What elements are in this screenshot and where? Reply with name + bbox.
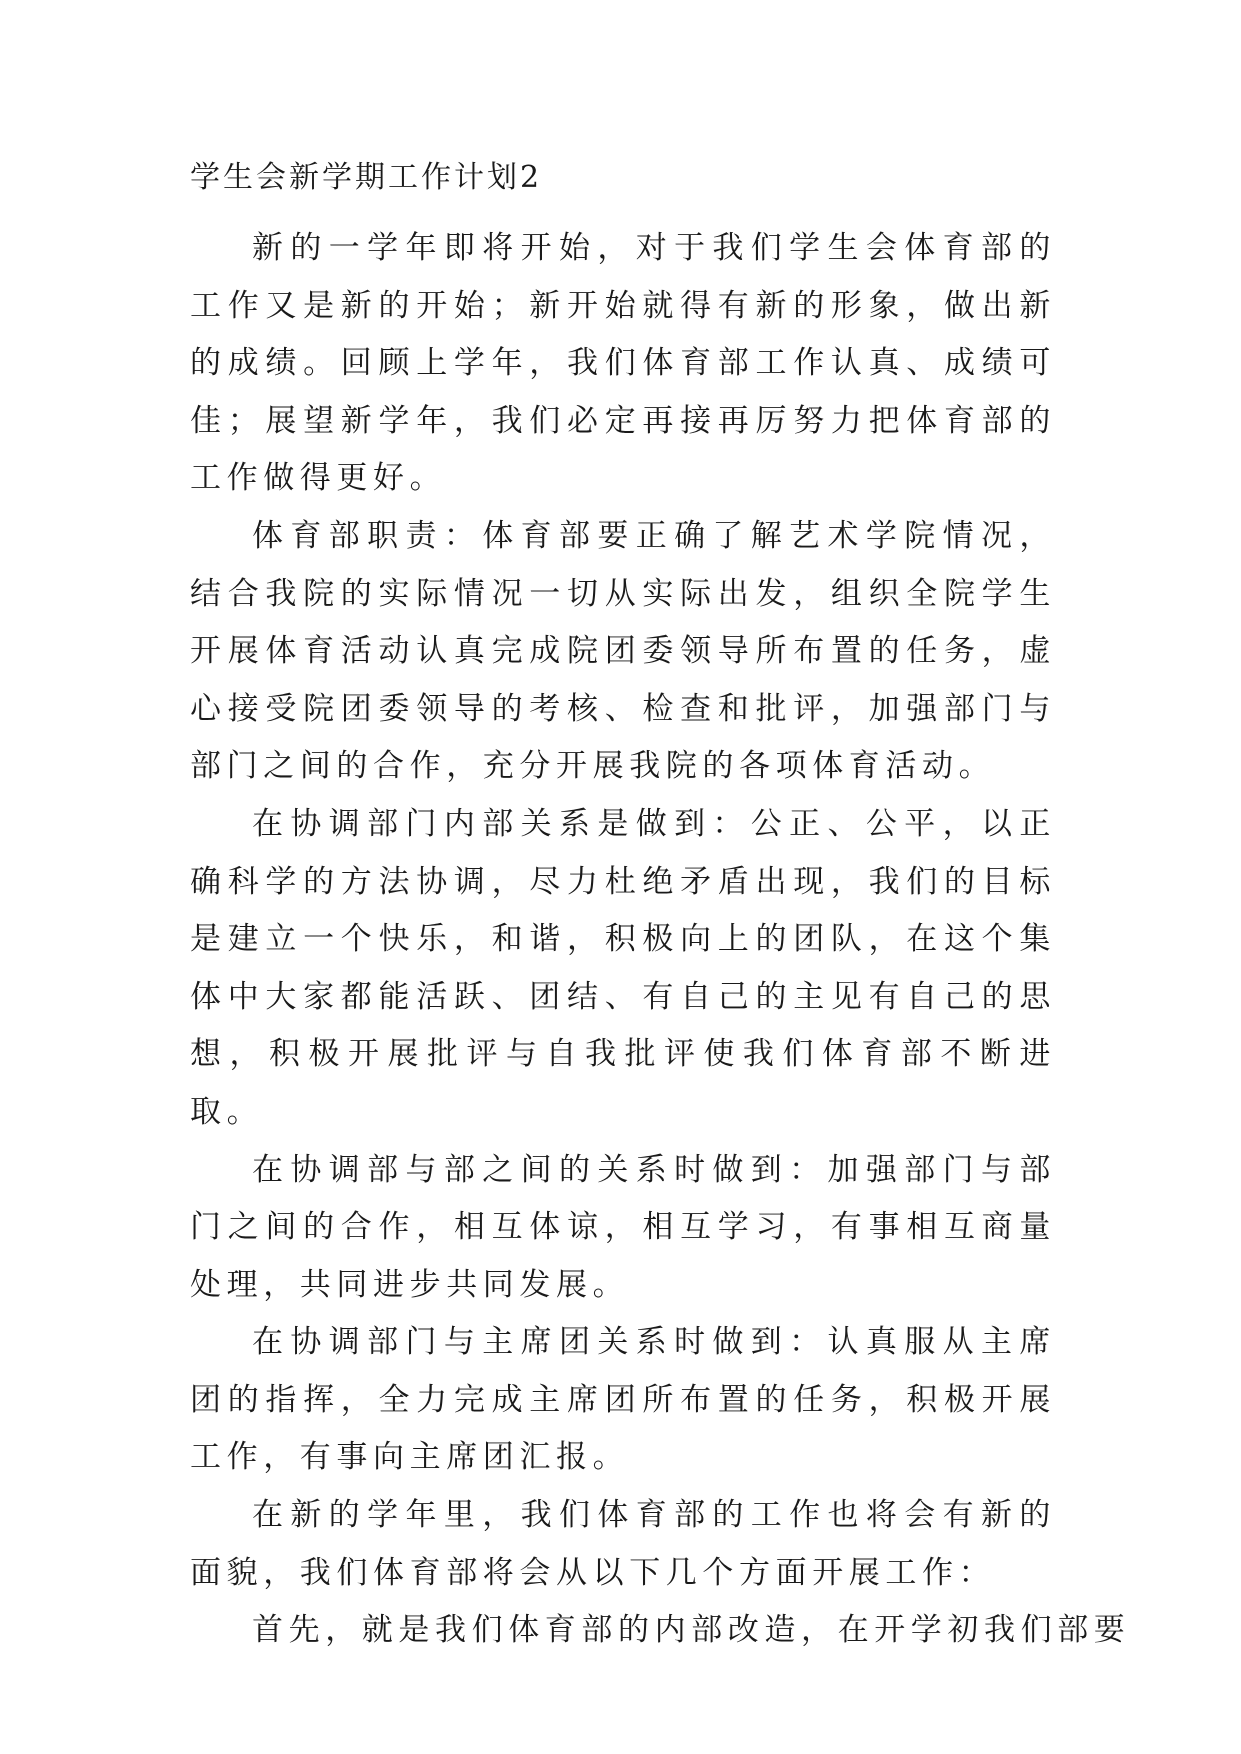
- document-body: [190, 220, 1131, 1660]
- paragraph-internal-relations: 在协调部门内部关系是做到：公正、公平，以正确科学的方法协调，尽力杜绝矛盾出现，我们的目标是建立一个快乐，和谐，积极向上的团队，在这个集体中大家都能活跃、团结、有自己的主见有自己的思想，积极开展批评与自我批评使我们体育部不断进取。: [190, 805, 1056, 1130]
- paragraph-new-year-plan: 在新的学年里，我们体育部的工作也将会有新的面貌，我们体育部将会从以下几个方面开展工作：: [190, 1497, 1056, 1591]
- paragraph-inter-department-relations: 在协调部与部之间的关系时做到：加强部门与部门之间的合作，相互体谅，相互学习，有事相互商量处理，共同进步共同发展。: [190, 1151, 1056, 1303]
- paragraph-intro: 新的一学年即将开始，对于我们学生会体育部的工作又是新的开始；新开始就得有新的形象，做出新的成绩。回顾上学年，我们体育部工作认真、成绩可佳；展望新学年，我们必定再接再厉努力把体育部的工作做得更好。: [190, 230, 1056, 497]
- document-title: 学生会新学期工作计划2: [190, 160, 543, 195]
- paragraph-duties: 体育部职责：体育部要正确了解艺术学院情况，结合我院的实际情况一切从实际出发，组织全院学生开展体育活动认真完成院团委领导所布置的任务，虚心接受院团委领导的考核、检查和批评，加强部门与部门之间的合作，充分开展我院的各项体育活动。: [190, 517, 1056, 785]
- paragraph-presidium-relations: 在协调部门与主席团关系时做到：认真服从主席团的指挥，全力完成主席团所布置的任务，积极开展工作，有事向主席团汇报。: [190, 1324, 1056, 1476]
- paragraph-internal-reform: 首先，就是我们体育部的内部改造，在开学初我们部要: [252, 1612, 1131, 1649]
